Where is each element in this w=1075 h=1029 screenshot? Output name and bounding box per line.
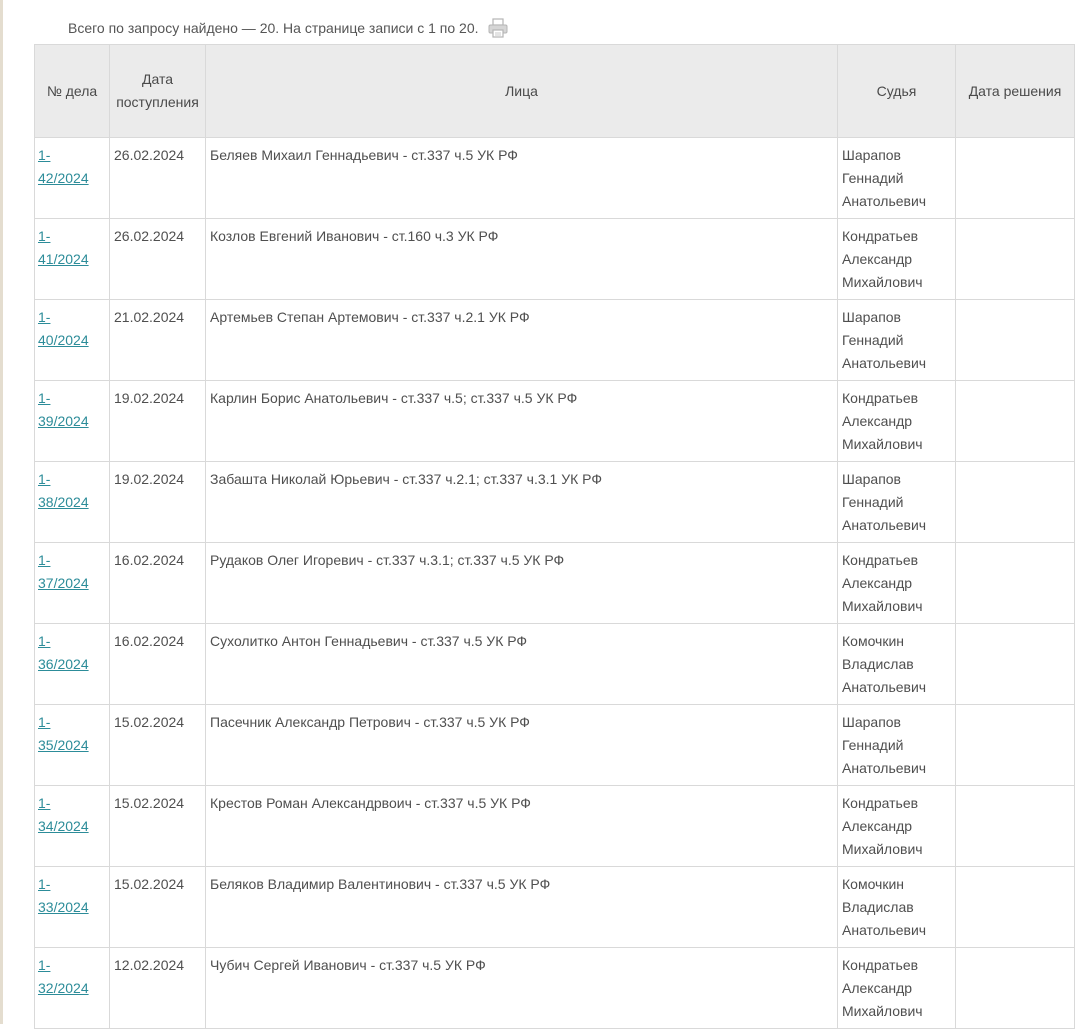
judge-cell: Кондратьев Александр Михайлович <box>838 948 956 1029</box>
judge-cell: Комочкин Владислав Анатольевич <box>838 867 956 948</box>
persons-cell: Крестов Роман Александрвоич - ст.337 ч.5 УК РФ <box>206 786 838 867</box>
receipt-date-cell: 15.02.2024 <box>110 867 206 948</box>
table-row <box>35 138 1075 219</box>
persons-cell: Артемьев Степан Артемович - ст.337 ч.2.1 УК РФ <box>206 300 838 381</box>
judge-cell: Шарапов Геннадий Анатольевич <box>838 300 956 381</box>
case-number-link[interactable]: 1- 42/2024 <box>38 147 89 186</box>
persons-cell: Сухолитко Антон Геннадьевич - ст.337 ч.5 УК РФ <box>206 624 838 705</box>
judge-cell: Шарапов Геннадий Анатольевич <box>838 705 956 786</box>
case-number-link[interactable]: 1- 38/2024 <box>38 471 89 510</box>
judge-cell: Кондратьев Александр Михайлович <box>838 381 956 462</box>
table-row <box>35 867 1075 948</box>
results-summary <box>68 13 509 43</box>
receipt-date-cell: 26.02.2024 <box>110 219 206 300</box>
table-row <box>35 219 1075 300</box>
judge-cell: Шарапов Геннадий Анатольевич <box>838 138 956 219</box>
decision-date-cell <box>956 624 1075 705</box>
decision-date-cell <box>956 705 1075 786</box>
decision-date-cell <box>956 786 1075 867</box>
case-number-cell <box>35 705 110 786</box>
receipt-date-cell: 16.02.2024 <box>110 624 206 705</box>
decision-date-cell <box>956 219 1075 300</box>
case-number-cell <box>35 543 110 624</box>
table-row <box>35 462 1075 543</box>
receipt-date-cell: 19.02.2024 <box>110 462 206 543</box>
case-number-cell <box>35 138 110 219</box>
table-row <box>35 786 1075 867</box>
receipt-date-cell: 15.02.2024 <box>110 786 206 867</box>
page-left-border <box>0 0 3 1024</box>
case-number-cell <box>35 948 110 1029</box>
persons-cell: Беляков Владимир Валентинович - ст.337 ч.5 УК РФ <box>206 867 838 948</box>
case-number-cell <box>35 786 110 867</box>
case-number-cell <box>35 462 110 543</box>
judge-cell: Шарапов Геннадий Анатольевич <box>838 462 956 543</box>
table-row <box>35 543 1075 624</box>
decision-date-cell <box>956 138 1075 219</box>
judge-cell: Кондратьев Александр Михайлович <box>838 219 956 300</box>
cases-table-container <box>34 44 1062 1024</box>
persons-cell: Козлов Евгений Иванович - ст.160 ч.3 УК РФ <box>206 219 838 300</box>
judge-cell: Комочкин Владислав Анатольевич <box>838 624 956 705</box>
case-number-cell <box>35 300 110 381</box>
case-number-link[interactable]: 1- 36/2024 <box>38 633 89 672</box>
judge-cell: Кондратьев Александр Михайлович <box>838 543 956 624</box>
header-receipt-date: Дата поступления <box>110 45 206 138</box>
case-number-cell <box>35 381 110 462</box>
decision-date-cell <box>956 300 1075 381</box>
persons-cell: Карлин Борис Анатольевич - ст.337 ч.5; ст.337 ч.5 УК РФ <box>206 381 838 462</box>
header-decision-date: Дата решения <box>956 45 1075 138</box>
receipt-date-cell: 12.02.2024 <box>110 948 206 1029</box>
persons-cell: Пасечник Александр Петрович - ст.337 ч.5 УК РФ <box>206 705 838 786</box>
header-persons: Лица <box>206 45 838 138</box>
case-number-link[interactable]: 1- 40/2024 <box>38 309 89 348</box>
case-number-link[interactable]: 1- 39/2024 <box>38 390 89 429</box>
decision-date-cell <box>956 381 1075 462</box>
case-number-link[interactable]: 1- 34/2024 <box>38 795 89 834</box>
persons-cell: Рудаков Олег Игоревич - ст.337 ч.3.1; ст.337 ч.5 УК РФ <box>206 543 838 624</box>
decision-date-cell <box>956 462 1075 543</box>
decision-date-cell <box>956 867 1075 948</box>
receipt-date-cell: 19.02.2024 <box>110 381 206 462</box>
decision-date-cell <box>956 543 1075 624</box>
case-number-link[interactable]: 1- 32/2024 <box>38 957 89 996</box>
case-number-cell <box>35 219 110 300</box>
persons-cell: Чубич Сергей Иванович - ст.337 ч.5 УК РФ <box>206 948 838 1029</box>
decision-date-cell <box>956 948 1075 1029</box>
table-header-row <box>35 45 1075 138</box>
judge-cell: Кондратьев Александр Михайлович <box>838 786 956 867</box>
persons-cell: Беляев Михаил Геннадьевич - ст.337 ч.5 УК РФ <box>206 138 838 219</box>
receipt-date-cell: 15.02.2024 <box>110 705 206 786</box>
cases-table <box>34 44 1075 1029</box>
case-number-link[interactable]: 1- 41/2024 <box>38 228 89 267</box>
header-judge: Судья <box>838 45 956 138</box>
printer-icon[interactable] <box>487 17 509 39</box>
case-number-link[interactable]: 1- 33/2024 <box>38 876 89 915</box>
receipt-date-cell: 26.02.2024 <box>110 138 206 219</box>
receipt-date-cell: 16.02.2024 <box>110 543 206 624</box>
case-number-link[interactable]: 1- 35/2024 <box>38 714 89 753</box>
case-number-link[interactable]: 1- 37/2024 <box>38 552 89 591</box>
table-row <box>35 624 1075 705</box>
case-number-cell <box>35 624 110 705</box>
receipt-date-cell: 21.02.2024 <box>110 300 206 381</box>
case-number-cell <box>35 867 110 948</box>
header-case-number: № дела <box>35 45 110 138</box>
table-row <box>35 300 1075 381</box>
table-row <box>35 381 1075 462</box>
persons-cell: Забашта Николай Юрьевич - ст.337 ч.2.1; ст.337 ч.3.1 УК РФ <box>206 462 838 543</box>
results-summary-text: Всего по запросу найдено — 20. На странице записи с 1 по 20. <box>68 20 479 36</box>
table-row <box>35 948 1075 1029</box>
table-row <box>35 705 1075 786</box>
